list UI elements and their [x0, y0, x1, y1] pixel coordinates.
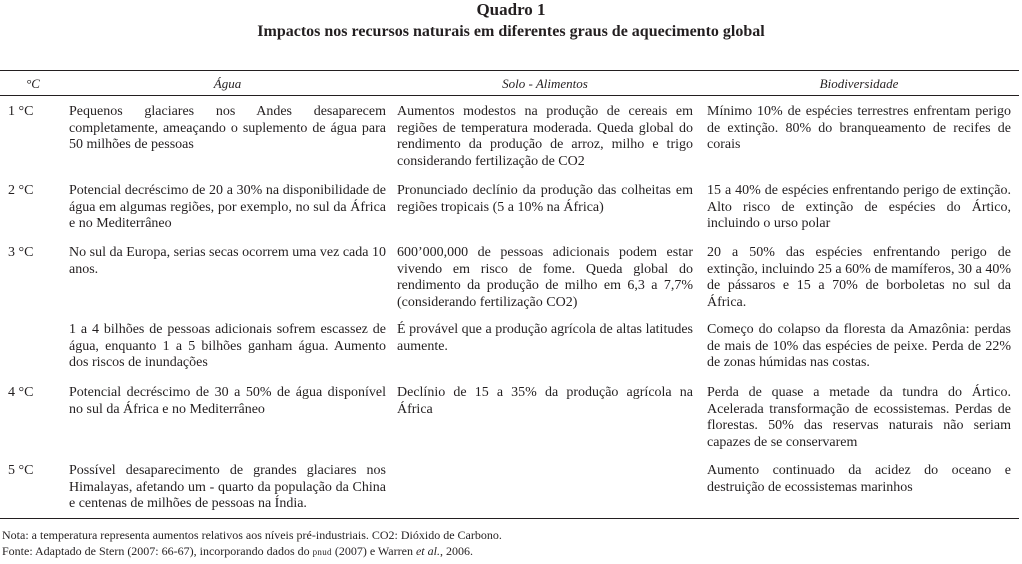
- row-2-agua: Potencial decréscimo de 20 a 30% na disponibilidade de água em algumas regiões, por exemplo, no sul da África e no Mediterrâneo: [69, 183, 386, 232]
- row-2-solo: Pronunciado declínio da produção das colheitas em regiões tropicais (5 a 10% na África): [397, 183, 693, 215]
- table-top-rule: [0, 70, 1019, 71]
- row-3b-solo: É provável que a produção agrícola de altas latitudes aumente.: [397, 322, 693, 354]
- row-1-solo: Aumentos modestos na produção de cereais em regiões de temperatura moderada. Queda global do rendimento da produção de arroz, milho e trigo considerando fertilização de CO2: [397, 104, 693, 169]
- row-2-temperature: 2 °C: [8, 183, 34, 198]
- table-header-rule: [0, 95, 1019, 96]
- row-4-temperature: 4 °C: [8, 385, 34, 400]
- row-3-biodiversidade: 20 a 50% das espécies enfrentando perigo de extinção, incluindo 25 a 60% de mamíferos, 30 a 40% de pássaros e 15 a 70% de borboletas no sul da África.: [707, 245, 1011, 310]
- row-1-temperature: 1 °C: [8, 104, 34, 119]
- row-1-biodiversidade: Mínimo 10% de espécies terrestres enfrentam perigo de extinção. 80% do branqueamento de recifes de corais: [707, 104, 1011, 153]
- row-3b-agua: 1 a 4 bilhões de pessoas adicionais sofrem escassez de água, enquanto 1 a 5 bilhões ganham água. Aumento dos riscos de inundações: [69, 322, 386, 371]
- row-3b-biodiversidade: Começo do colapso da floresta da Amazônia: perdas de mais de 10% das espécies de peixe. Perda de 22% de zonas húmidas nas costas.: [707, 322, 1011, 371]
- header-biodiversidade: Biodiversidade: [819, 76, 899, 91]
- table-bottom-rule: [0, 518, 1019, 519]
- fonte-mid: (2007) e Warren: [331, 544, 416, 558]
- row-4-agua: Potencial decréscimo de 30 a 50% de água disponível no sul da África e no Mediterrâneo: [69, 385, 386, 417]
- row-5-temperature: 5 °C: [8, 463, 34, 478]
- row-3-agua: No sul da Europa, serias secas ocorrem uma vez cada 10 anos.: [69, 245, 386, 277]
- row-4-biodiversidade: Perda de quase a metade da tundra do Ártico. Acelerada transformação de ecossistemas. Perdas de florestas. 50% das reservas naturais não seriam capazes de se conservarem: [707, 385, 1011, 450]
- fonte-pnud: pnud: [312, 547, 332, 557]
- table-subtitle: Impactos nos recursos naturais em diferentes graus de aquecimento global: [257, 23, 765, 40]
- footnote-nota: Nota: a temperatura representa aumentos relativos aos níveis pré-industriais. CO2: Dióxido de Carbono.: [2, 528, 502, 542]
- header-solo-alimentos: Solo - Alimentos: [502, 76, 588, 91]
- header-agua: Água: [213, 76, 242, 91]
- row-5-agua: Possível desaparecimento de grandes glaciares nos Himalayas, afetando um - quarto da população da China e centenas de milhões de pessoas na Índia.: [69, 463, 386, 512]
- table-title: Quadro 1: [476, 0, 546, 19]
- fonte-prefix: Fonte: Adaptado de Stern (2007: 66-67), incorporando dados do: [2, 544, 313, 558]
- row-2-biodiversidade: 15 a 40% de espécies enfrentando perigo de extinção. Alto risco de extinção de espécies do Ártico, incluindo o urso polar: [707, 183, 1011, 232]
- footnote-fonte: [2, 544, 473, 560]
- header-temperature: °C: [26, 76, 40, 91]
- row-1-agua: Pequenos glaciares nos Andes desaparecem completamente, ameaçando o suplemento de água para 50 milhões de pessoas: [69, 104, 386, 153]
- row-3-temperature: 3 °C: [8, 245, 34, 260]
- row-3-solo: 600’000,000 de pessoas adicionais podem estar vivendo em risco de fome. Queda global do rendimento da produção de milho em 6,3 a 7,7% (considerando fertilização CO2): [397, 245, 693, 310]
- fonte-etal: et al.: [415, 544, 440, 558]
- row-4-solo: Declínio de 15 a 35% da produção agrícola na África: [397, 385, 693, 417]
- row-5-biodiversidade: Aumento continuado da acidez do oceano e destruição de ecossistemas marinhos: [707, 463, 1011, 495]
- fonte-suffix: , 2006.: [439, 544, 473, 558]
